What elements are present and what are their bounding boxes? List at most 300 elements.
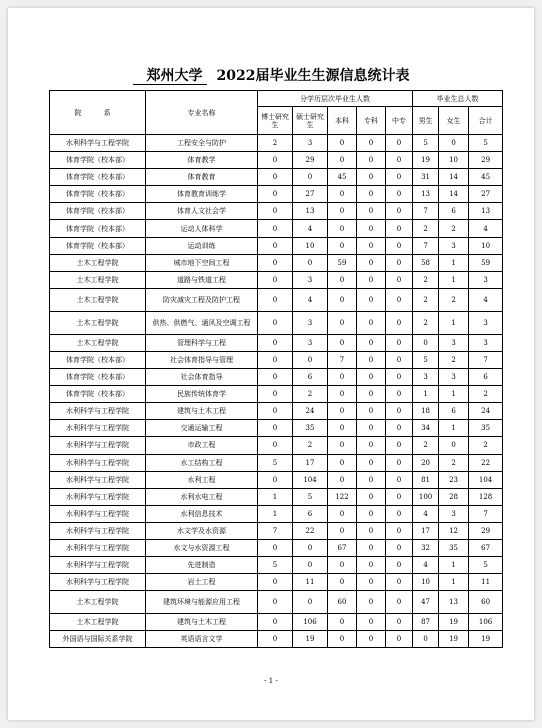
cell-dept: 体育学院（校本部） bbox=[50, 386, 146, 403]
cell-total: 13 bbox=[469, 203, 503, 220]
cell-secondary: 0 bbox=[386, 505, 413, 522]
page-title bbox=[8, 65, 534, 85]
cell-dept: 土木工程学院 bbox=[50, 254, 146, 271]
cell-female: 1 bbox=[439, 557, 469, 574]
table-row bbox=[50, 169, 503, 186]
cell-major: 建筑环境与能源应用工程 bbox=[146, 591, 258, 614]
cell-junior: 0 bbox=[357, 557, 386, 574]
cell-major: 交通运输工程 bbox=[146, 420, 258, 437]
table-row bbox=[50, 420, 503, 437]
cell-phd: 0 bbox=[258, 254, 293, 271]
cell-junior: 0 bbox=[357, 334, 386, 351]
header-major: 专业名称 bbox=[146, 91, 258, 135]
cell-secondary: 0 bbox=[386, 437, 413, 454]
cell-junior: 0 bbox=[357, 220, 386, 237]
cell-junior: 0 bbox=[357, 614, 386, 631]
cell-secondary: 0 bbox=[386, 420, 413, 437]
cell-male: 2 bbox=[413, 437, 439, 454]
cell-secondary: 0 bbox=[386, 522, 413, 539]
cell-major: 建筑与土木工程 bbox=[146, 614, 258, 631]
cell-phd: 0 bbox=[258, 591, 293, 614]
table-row bbox=[50, 351, 503, 368]
cell-phd: 5 bbox=[258, 454, 293, 471]
cell-secondary: 0 bbox=[386, 254, 413, 271]
cell-female: 1 bbox=[439, 271, 469, 288]
cell-secondary: 0 bbox=[386, 169, 413, 186]
cell-total: 22 bbox=[469, 454, 503, 471]
cell-bachelor: 67 bbox=[328, 539, 357, 556]
cell-dept: 水利科学与工程学院 bbox=[50, 403, 146, 420]
cell-major: 社会体育指导与管理 bbox=[146, 351, 258, 368]
cell-junior: 0 bbox=[357, 135, 386, 152]
cell-phd: 0 bbox=[258, 288, 293, 311]
cell-secondary: 0 bbox=[386, 237, 413, 254]
cell-major: 运动训练 bbox=[146, 237, 258, 254]
cell-phd: 0 bbox=[258, 386, 293, 403]
cell-phd: 0 bbox=[258, 614, 293, 631]
cell-junior: 0 bbox=[357, 420, 386, 437]
cell-total: 3 bbox=[469, 271, 503, 288]
cell-female: 1 bbox=[439, 386, 469, 403]
cell-secondary: 0 bbox=[386, 369, 413, 386]
cell-dept: 体育学院（校本部） bbox=[50, 152, 146, 169]
cell-dept: 水利科学与工程学院 bbox=[50, 522, 146, 539]
cell-dept: 水利科学与工程学院 bbox=[50, 574, 146, 591]
cell-total: 3 bbox=[469, 311, 503, 334]
cell-bachelor: 0 bbox=[328, 437, 357, 454]
cell-total: 4 bbox=[469, 288, 503, 311]
cell-male: 5 bbox=[413, 351, 439, 368]
cell-dept: 土木工程学院 bbox=[50, 614, 146, 631]
cell-female: 6 bbox=[439, 403, 469, 420]
cell-female: 19 bbox=[439, 614, 469, 631]
cell-major: 英语语言文学 bbox=[146, 631, 258, 648]
cell-secondary: 0 bbox=[386, 488, 413, 505]
cell-male: 34 bbox=[413, 420, 439, 437]
cell-dept: 体育学院（校本部） bbox=[50, 351, 146, 368]
cell-major: 水文学及水资源 bbox=[146, 522, 258, 539]
cell-dept: 体育学院（校本部） bbox=[50, 186, 146, 203]
cell-female: 0 bbox=[439, 437, 469, 454]
cell-master: 5 bbox=[293, 488, 328, 505]
cell-dept: 体育学院（校本部） bbox=[50, 220, 146, 237]
cell-phd: 0 bbox=[258, 334, 293, 351]
cell-master: 11 bbox=[293, 574, 328, 591]
table-row bbox=[50, 135, 503, 152]
cell-secondary: 0 bbox=[386, 203, 413, 220]
cell-master: 0 bbox=[293, 557, 328, 574]
table-title: 2022届毕业生生源信息统计表 bbox=[216, 68, 410, 84]
cell-phd: 2 bbox=[258, 135, 293, 152]
cell-secondary: 0 bbox=[386, 557, 413, 574]
table-row bbox=[50, 369, 503, 386]
cell-female: 3 bbox=[439, 505, 469, 522]
header-female: 女生 bbox=[439, 107, 469, 135]
cell-bachelor: 0 bbox=[328, 505, 357, 522]
cell-major: 民族传统体育学 bbox=[146, 386, 258, 403]
cell-male: 2 bbox=[413, 311, 439, 334]
table-row bbox=[50, 488, 503, 505]
cell-major: 防灾减灾工程及防护工程 bbox=[146, 288, 258, 311]
cell-female: 6 bbox=[439, 203, 469, 220]
cell-bachelor: 0 bbox=[328, 454, 357, 471]
cell-junior: 0 bbox=[357, 169, 386, 186]
cell-secondary: 0 bbox=[386, 334, 413, 351]
cell-bachelor: 0 bbox=[328, 420, 357, 437]
cell-major: 运动人体科学 bbox=[146, 220, 258, 237]
cell-total: 2 bbox=[469, 437, 503, 454]
cell-bachelor: 59 bbox=[328, 254, 357, 271]
cell-bachelor: 0 bbox=[328, 386, 357, 403]
table-row bbox=[50, 271, 503, 288]
cell-bachelor: 7 bbox=[328, 351, 357, 368]
cell-major: 体育人文社会学 bbox=[146, 203, 258, 220]
table-row bbox=[50, 403, 503, 420]
cell-major: 体育教育训练学 bbox=[146, 186, 258, 203]
cell-male: 81 bbox=[413, 471, 439, 488]
cell-male: 87 bbox=[413, 614, 439, 631]
cell-male: 2 bbox=[413, 288, 439, 311]
cell-male: 17 bbox=[413, 522, 439, 539]
cell-phd: 0 bbox=[258, 271, 293, 288]
table-row bbox=[50, 288, 503, 311]
table-row bbox=[50, 631, 503, 648]
header-phd: 博士研究生 bbox=[258, 107, 293, 135]
cell-male: 0 bbox=[413, 334, 439, 351]
cell-major: 体育教育 bbox=[146, 169, 258, 186]
cell-junior: 0 bbox=[357, 471, 386, 488]
header-total: 合计 bbox=[469, 107, 503, 135]
cell-female: 10 bbox=[439, 152, 469, 169]
cell-phd: 0 bbox=[258, 351, 293, 368]
cell-secondary: 0 bbox=[386, 591, 413, 614]
cell-dept: 水利科学与工程学院 bbox=[50, 135, 146, 152]
cell-bachelor: 0 bbox=[328, 135, 357, 152]
cell-total: 19 bbox=[469, 631, 503, 648]
cell-secondary: 0 bbox=[386, 152, 413, 169]
cell-master: 3 bbox=[293, 311, 328, 334]
cell-bachelor: 0 bbox=[328, 471, 357, 488]
cell-secondary: 0 bbox=[386, 220, 413, 237]
cell-female: 28 bbox=[439, 488, 469, 505]
cell-master: 35 bbox=[293, 420, 328, 437]
cell-phd: 0 bbox=[258, 437, 293, 454]
cell-master: 2 bbox=[293, 437, 328, 454]
cell-master: 22 bbox=[293, 522, 328, 539]
cell-secondary: 0 bbox=[386, 288, 413, 311]
cell-master: 2 bbox=[293, 386, 328, 403]
cell-master: 10 bbox=[293, 237, 328, 254]
cell-female: 23 bbox=[439, 471, 469, 488]
cell-male: 3 bbox=[413, 369, 439, 386]
cell-dept: 体育学院（校本部） bbox=[50, 237, 146, 254]
table-row bbox=[50, 186, 503, 203]
cell-female: 35 bbox=[439, 539, 469, 556]
cell-junior: 0 bbox=[357, 152, 386, 169]
cell-master: 0 bbox=[293, 254, 328, 271]
cell-total: 29 bbox=[469, 152, 503, 169]
cell-phd: 0 bbox=[258, 237, 293, 254]
cell-master: 3 bbox=[293, 334, 328, 351]
cell-junior: 0 bbox=[357, 186, 386, 203]
header-bachelor: 本科 bbox=[328, 107, 357, 135]
table-row bbox=[50, 220, 503, 237]
cell-bachelor: 0 bbox=[328, 237, 357, 254]
cell-master: 19 bbox=[293, 631, 328, 648]
cell-master: 27 bbox=[293, 186, 328, 203]
cell-male: 0 bbox=[413, 631, 439, 648]
cell-junior: 0 bbox=[357, 403, 386, 420]
cell-secondary: 0 bbox=[386, 454, 413, 471]
cell-master: 0 bbox=[293, 539, 328, 556]
table-row bbox=[50, 152, 503, 169]
cell-total: 6 bbox=[469, 369, 503, 386]
header-dept: 院 系 bbox=[50, 91, 146, 135]
cell-secondary: 0 bbox=[386, 574, 413, 591]
cell-secondary: 0 bbox=[386, 351, 413, 368]
document-page bbox=[8, 8, 534, 720]
cell-dept: 水利科学与工程学院 bbox=[50, 488, 146, 505]
cell-master: 6 bbox=[293, 505, 328, 522]
cell-female: 3 bbox=[439, 369, 469, 386]
cell-dept: 水利科学与工程学院 bbox=[50, 539, 146, 556]
cell-male: 58 bbox=[413, 254, 439, 271]
table-row bbox=[50, 505, 503, 522]
cell-female: 3 bbox=[439, 334, 469, 351]
cell-total: 5 bbox=[469, 135, 503, 152]
table-row bbox=[50, 471, 503, 488]
cell-major: 体育教学 bbox=[146, 152, 258, 169]
cell-junior: 0 bbox=[357, 271, 386, 288]
cell-master: 29 bbox=[293, 152, 328, 169]
cell-bachelor: 0 bbox=[328, 369, 357, 386]
cell-female: 14 bbox=[439, 169, 469, 186]
cell-total: 5 bbox=[469, 557, 503, 574]
cell-master: 4 bbox=[293, 220, 328, 237]
cell-male: 2 bbox=[413, 220, 439, 237]
cell-major: 水利工程 bbox=[146, 471, 258, 488]
cell-bachelor: 0 bbox=[328, 186, 357, 203]
cell-total: 67 bbox=[469, 539, 503, 556]
cell-total: 3 bbox=[469, 334, 503, 351]
cell-total: 45 bbox=[469, 169, 503, 186]
cell-master: 24 bbox=[293, 403, 328, 420]
table-row bbox=[50, 454, 503, 471]
header-master: 硕士研究生 bbox=[293, 107, 328, 135]
cell-male: 7 bbox=[413, 203, 439, 220]
cell-phd: 0 bbox=[258, 369, 293, 386]
cell-total: 104 bbox=[469, 471, 503, 488]
cell-phd: 1 bbox=[258, 488, 293, 505]
cell-junior: 0 bbox=[357, 351, 386, 368]
cell-phd: 0 bbox=[258, 420, 293, 437]
cell-master: 0 bbox=[293, 591, 328, 614]
cell-male: 13 bbox=[413, 186, 439, 203]
cell-total: 29 bbox=[469, 522, 503, 539]
cell-dept: 水利科学与工程学院 bbox=[50, 420, 146, 437]
cell-male: 47 bbox=[413, 591, 439, 614]
cell-junior: 0 bbox=[357, 505, 386, 522]
header-secondary: 中专 bbox=[386, 107, 413, 135]
cell-total: 59 bbox=[469, 254, 503, 271]
header-degree-group: 分学历层次毕业生人数 bbox=[258, 91, 413, 107]
cell-secondary: 0 bbox=[386, 271, 413, 288]
cell-bachelor: 0 bbox=[328, 614, 357, 631]
cell-female: 2 bbox=[439, 351, 469, 368]
cell-junior: 0 bbox=[357, 631, 386, 648]
cell-male: 1 bbox=[413, 386, 439, 403]
cell-secondary: 0 bbox=[386, 135, 413, 152]
table-row bbox=[50, 237, 503, 254]
cell-female: 2 bbox=[439, 220, 469, 237]
cell-total: 128 bbox=[469, 488, 503, 505]
cell-bachelor: 60 bbox=[328, 591, 357, 614]
table-row bbox=[50, 334, 503, 351]
cell-master: 3 bbox=[293, 135, 328, 152]
cell-junior: 0 bbox=[357, 311, 386, 334]
table-row bbox=[50, 522, 503, 539]
cell-junior: 0 bbox=[357, 288, 386, 311]
cell-bachelor: 0 bbox=[328, 522, 357, 539]
cell-male: 100 bbox=[413, 488, 439, 505]
cell-male: 19 bbox=[413, 152, 439, 169]
cell-secondary: 0 bbox=[386, 539, 413, 556]
cell-total: 4 bbox=[469, 220, 503, 237]
table-row bbox=[50, 386, 503, 403]
cell-secondary: 0 bbox=[386, 614, 413, 631]
cell-phd: 0 bbox=[258, 311, 293, 334]
cell-total: 11 bbox=[469, 574, 503, 591]
cell-major: 工程安全与防护 bbox=[146, 135, 258, 152]
cell-phd: 1 bbox=[258, 505, 293, 522]
cell-secondary: 0 bbox=[386, 471, 413, 488]
university-name: 郑州大学 bbox=[133, 69, 207, 85]
cell-dept: 土木工程学院 bbox=[50, 271, 146, 288]
table-row bbox=[50, 614, 503, 631]
cell-junior: 0 bbox=[357, 369, 386, 386]
cell-junior: 0 bbox=[357, 237, 386, 254]
table-row bbox=[50, 203, 503, 220]
cell-junior: 0 bbox=[357, 437, 386, 454]
cell-dept: 水利科学与工程学院 bbox=[50, 557, 146, 574]
cell-dept: 体育学院（校本部） bbox=[50, 369, 146, 386]
cell-major: 市政工程 bbox=[146, 437, 258, 454]
cell-male: 18 bbox=[413, 403, 439, 420]
cell-junior: 0 bbox=[357, 488, 386, 505]
cell-phd: 0 bbox=[258, 403, 293, 420]
cell-phd: 0 bbox=[258, 152, 293, 169]
cell-total: 27 bbox=[469, 186, 503, 203]
cell-junior: 0 bbox=[357, 203, 386, 220]
cell-male: 5 bbox=[413, 135, 439, 152]
cell-dept: 体育学院（校本部） bbox=[50, 169, 146, 186]
cell-male: 32 bbox=[413, 539, 439, 556]
cell-dept: 水利科学与工程学院 bbox=[50, 454, 146, 471]
cell-total: 106 bbox=[469, 614, 503, 631]
cell-junior: 0 bbox=[357, 574, 386, 591]
cell-phd: 0 bbox=[258, 169, 293, 186]
cell-dept: 土木工程学院 bbox=[50, 334, 146, 351]
cell-bachelor: 0 bbox=[328, 271, 357, 288]
cell-female: 14 bbox=[439, 186, 469, 203]
cell-female: 1 bbox=[439, 420, 469, 437]
cell-bachelor: 0 bbox=[328, 631, 357, 648]
cell-male: 10 bbox=[413, 574, 439, 591]
cell-bachelor: 0 bbox=[328, 403, 357, 420]
cell-female: 1 bbox=[439, 311, 469, 334]
cell-major: 先进制造 bbox=[146, 557, 258, 574]
cell-total: 10 bbox=[469, 237, 503, 254]
cell-master: 0 bbox=[293, 169, 328, 186]
table-row bbox=[50, 557, 503, 574]
cell-major: 水利信息技术 bbox=[146, 505, 258, 522]
cell-female: 12 bbox=[439, 522, 469, 539]
cell-male: 7 bbox=[413, 237, 439, 254]
cell-master: 6 bbox=[293, 369, 328, 386]
table-row bbox=[50, 254, 503, 271]
cell-dept: 水利科学与工程学院 bbox=[50, 471, 146, 488]
cell-total: 35 bbox=[469, 420, 503, 437]
cell-secondary: 0 bbox=[386, 403, 413, 420]
table-row bbox=[50, 574, 503, 591]
cell-junior: 0 bbox=[357, 539, 386, 556]
cell-phd: 0 bbox=[258, 471, 293, 488]
cell-master: 104 bbox=[293, 471, 328, 488]
cell-female: 1 bbox=[439, 254, 469, 271]
cell-master: 0 bbox=[293, 351, 328, 368]
cell-female: 3 bbox=[439, 237, 469, 254]
table-row bbox=[50, 311, 503, 334]
cell-bachelor: 0 bbox=[328, 311, 357, 334]
cell-total: 60 bbox=[469, 591, 503, 614]
cell-bachelor: 0 bbox=[328, 203, 357, 220]
table-body bbox=[50, 135, 503, 648]
cell-male: 31 bbox=[413, 169, 439, 186]
cell-female: 13 bbox=[439, 591, 469, 614]
cell-phd: 0 bbox=[258, 220, 293, 237]
cell-phd: 5 bbox=[258, 557, 293, 574]
cell-female: 19 bbox=[439, 631, 469, 648]
cell-total: 24 bbox=[469, 403, 503, 420]
cell-female: 2 bbox=[439, 288, 469, 311]
cell-bachelor: 0 bbox=[328, 220, 357, 237]
cell-secondary: 0 bbox=[386, 311, 413, 334]
cell-junior: 0 bbox=[357, 591, 386, 614]
cell-master: 106 bbox=[293, 614, 328, 631]
cell-secondary: 0 bbox=[386, 186, 413, 203]
cell-phd: 0 bbox=[258, 631, 293, 648]
cell-bachelor: 0 bbox=[328, 334, 357, 351]
cell-phd: 0 bbox=[258, 186, 293, 203]
cell-major: 管理科学与工程 bbox=[146, 334, 258, 351]
cell-bachelor: 122 bbox=[328, 488, 357, 505]
cell-phd: 7 bbox=[258, 522, 293, 539]
cell-bachelor: 0 bbox=[328, 288, 357, 311]
cell-dept: 体育学院（校本部） bbox=[50, 203, 146, 220]
cell-junior: 0 bbox=[357, 522, 386, 539]
page-number: - 1 - bbox=[264, 677, 278, 685]
cell-female: 0 bbox=[439, 135, 469, 152]
cell-junior: 0 bbox=[357, 254, 386, 271]
header-total-group: 毕业生总人数 bbox=[413, 91, 503, 107]
cell-major: 水利水电工程 bbox=[146, 488, 258, 505]
cell-major: 社会体育指导 bbox=[146, 369, 258, 386]
cell-secondary: 0 bbox=[386, 631, 413, 648]
statistics-table bbox=[49, 90, 503, 648]
cell-dept: 水利科学与工程学院 bbox=[50, 505, 146, 522]
cell-female: 2 bbox=[439, 454, 469, 471]
cell-male: 4 bbox=[413, 557, 439, 574]
